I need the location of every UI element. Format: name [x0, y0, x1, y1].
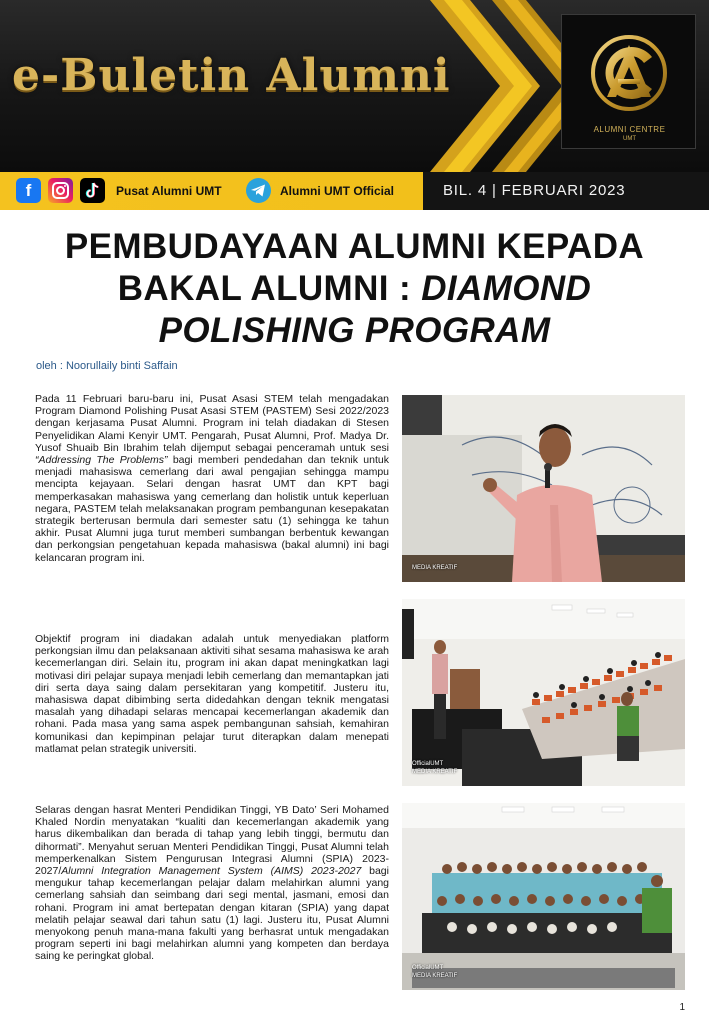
issue-box	[423, 172, 709, 210]
headline-line-1: PEMBUDAYAAN ALUMNI KEPADA	[64, 227, 645, 266]
paragraph-3	[35, 804, 389, 963]
p1-text-a: Pada 11 Februari baru-baru ini, Pusat Asasi STEM telah mengadakan Program Diamond Polishing Pusat Asasi STEM (PASTEM) Sesi 2022/2023 dengan kerjasama Pusat Alumni. Program ini telah diadakan di Stesen Penyelidikan Alami Kenyir UMT. Pengarah, Pusat Alumni, Prof. Madya Dr. Yusof Shuaib Bin Ibrahim telah dijemput sebagai penceramah untuk sesi	[35, 393, 389, 454]
headline-italic-1: DIAMOND	[421, 269, 592, 308]
alumni-centre-logo	[561, 14, 696, 149]
photo-3-watermark-handle: OfficialUMT	[412, 965, 444, 971]
byline: oleh : Noorullaily binti Saffain	[36, 360, 178, 372]
lecture-hall-photo	[402, 599, 685, 786]
photo-1-watermark: MEDIA KREATIF	[412, 565, 458, 571]
telegram-icon[interactable]	[246, 178, 271, 203]
p1-text-b: bagi memberi pendedahan dan teknik untuk menjadi mahasiswa cemerlang dari awal pengajian sehingga mampu mencipta kejayaan. Selari dengan hasrat UMT dan KPT bagi memperkasakan mahasiswa yang cemerlang dan holistik untuk keperluan negara, PASTEM telah melaksanakan program pembangunan kesepakatan strategik berterusan bermula dari semester satu (1) sehingga ke tahun akhir. Pusat Alumni juga turut memberi sumbangan berbentuk kewangan dan perkongsian pengetahuan kepada mahasiswa (bakal alumni) ini bagi kelancaran program ini.	[35, 454, 389, 564]
photo-2-watermark	[412, 760, 457, 776]
group-photo	[402, 803, 685, 990]
p3-text-a: Selaras dengan hasrat Menteri Pendidikan Tinggi, YB Dato’ Seri Mohamed Khaled Nordin menyatakan “kualiti dan kecemerlangan akademik yang harus dikembalikan dan berada di tahap yang lebih tinggi, bermutu dan dihormati”. Menyahut seruan Menteri Pendidikan Tinggi, Pusat Alumni telah memperkenalkan Sistem Pengurusan Integrasi Alumni (SPIA) 2023-2027/	[35, 804, 389, 878]
photo-3-watermark	[412, 964, 457, 980]
tiktok-icon[interactable]	[80, 178, 105, 203]
p3-italic: Alumni Integration Management System (AIMS) 2023-2027	[61, 865, 362, 878]
alumni-centre-logo-icon	[562, 15, 697, 125]
instagram-icon[interactable]	[48, 178, 73, 203]
p3-text-b: bagi mengukur tahap kecemerlangan pelajar dalam melahirkan alumni yang cemerlang sahsiah dan seimbang dari segi mental, jasmani, emosi dan rohani. Program ini amat bertepatan dengan kitaran (SPIA) yang dapat melatih pelajar seawal dari tahun satu (1) lagi. Justeru itu, Pusat Alumni menyokong penuh mana-mana fakulti yang berhasrat untuk mengadakan program seperti ini bagi melahirkan alumni yang kompeten dan berdaya saing ke peringkat global.	[35, 865, 389, 963]
headline-line-2: BAKAL ALUMNI :	[117, 269, 422, 308]
headline-italic-2: POLISHING PROGRAM	[158, 311, 551, 350]
photo-2-watermark-handle: OfficialUMT	[412, 761, 444, 767]
masthead	[0, 0, 709, 172]
paragraph-1	[35, 393, 389, 564]
logo-text-umt: UMT	[623, 136, 636, 142]
issue-number: BIL. 4 | FEBRUARI 2023	[443, 182, 626, 199]
bulletin-title: e-Buletin Alumni	[12, 50, 451, 101]
p1-italic: “Addressing The Problems”	[35, 454, 168, 467]
article-headline	[14, 226, 695, 352]
photo-2-watermark-credit: MEDIA KREATIF	[412, 769, 458, 775]
social-label-alumni-official[interactable]: Alumni UMT Official	[280, 184, 394, 198]
photo-3-watermark-credit: MEDIA KREATIF	[412, 973, 458, 979]
social-label-pusat-alumni[interactable]: Pusat Alumni UMT	[116, 184, 222, 198]
logo-text-alumni-centre: ALUMNI CENTRE	[593, 125, 666, 134]
paragraph-2: Objektif program ini diadakan adalah untuk menyediakan platform perkongsian ilmu dan pelaksanaan aktiviti sihat sesama mahasiswa ke arah kecemerlangan diri. Selain itu, program ini akan dapat meningkatkan lagi motivasi diri pelajar supaya menjadi lebih cemerlang dan memantapkan jati diri serta daya saing dalam persekitaran yang kompetitif. Justeru itu, mahasiswa dapat dibimbing serta didedahkan dengan teknik mengatasi masalah yang dihadapi selaras mencapai kecemerlangan akademik dan rohani. Pada masa yang sama aspek pembangunan sahsiah, kemahiran komunikasi dan kepimpinan pelajar turut diterapkan dalam menepati matlamat pelan strategik universiti.	[35, 633, 389, 755]
page-number: 1	[679, 1002, 685, 1013]
speaker-photo	[402, 395, 685, 582]
facebook-icon[interactable]: f	[16, 178, 41, 203]
